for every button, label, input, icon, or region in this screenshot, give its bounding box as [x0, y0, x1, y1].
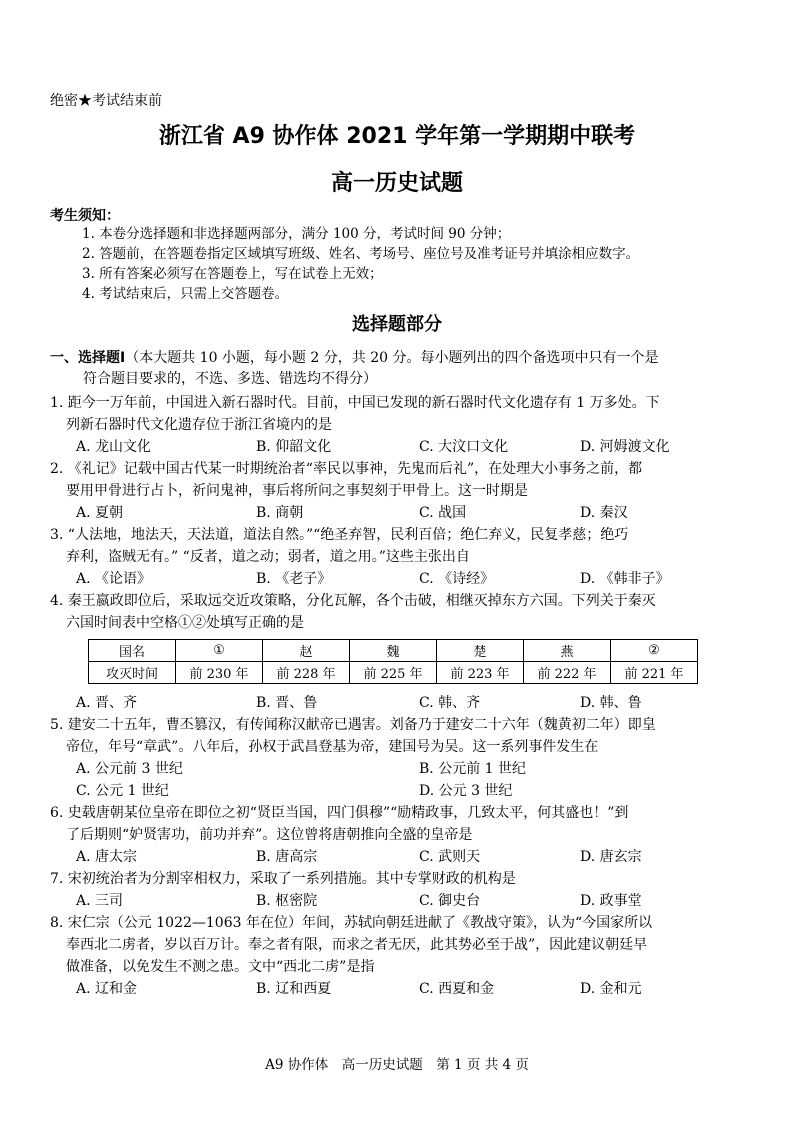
notice-item: 3. 所有答案必须写在答题卷上，写在试卷上无效；: [82, 266, 383, 282]
question-stem: 7. 宋初统治者为分割宰相权力，采取了一系列措施。其中专掌财政的机构是: [50, 871, 516, 887]
option-a: A. 龙山文化: [76, 439, 152, 455]
option-a: A. 《论语》: [76, 571, 152, 587]
question-6: [50, 802, 750, 868]
section-title: 选择题部分: [352, 314, 442, 335]
question-stem: 4. 秦王嬴政即位后，采取远交近攻策略，分化瓦解，各个击破，相继灭掉东方六国。下列关于秦灭: [50, 593, 656, 609]
option-b: B. 商朝: [256, 505, 304, 521]
option-c: C. 战国: [419, 505, 467, 521]
option-b: B. 仰韶文化: [256, 439, 332, 455]
question-stem: 2. 《礼记》记载中国古代某一时期统治者“率民以事神，先鬼而后礼”，在处理大小事务之前，都: [50, 461, 643, 477]
question-stem: 8. 宋仁宗（公元 1022—1063 年在位）年间，苏轼向朝廷进献了《教战守策》，认为“今国家所以: [50, 915, 653, 931]
question-stem: 列新石器时代文化遗存位于浙江省境内的是: [66, 417, 332, 433]
question-2: [50, 458, 750, 524]
notice-item: 1. 本卷分选择题和非选择题两部分，满分 100 分，考试时间 90 分钟；: [82, 226, 511, 242]
table-cell: 前 225 年: [350, 662, 437, 684]
table-cell: 前 223 年: [437, 662, 524, 684]
table-cell: 赵: [263, 640, 350, 662]
option-row: [50, 502, 750, 524]
table-row: [89, 640, 698, 662]
notice-item: 2. 答题前，在答题卷指定区域填写班级、姓名、考场号、座位号及准考证号并填涂相应数字。: [82, 246, 640, 262]
notice-heading: 考生须知：: [50, 208, 120, 224]
option-row: [50, 692, 750, 714]
question-7: [50, 868, 750, 912]
option-b: B. 唐高宗: [256, 849, 318, 865]
question-stem: 3. “人法地，地法天，天法道，道法自然。”“绝圣弃智，民利百倍；绝仁弃义，民复孝慈；绝巧: [50, 527, 629, 543]
option-d: D. 《韩非子》: [580, 571, 670, 587]
table-cell: 前 221 年: [611, 662, 698, 684]
question-stem: 6. 史载唐朝某位皇帝在即位之初“贤臣当国，四门俱穆”“励精政事，几致太平，何其盛也！”到: [50, 805, 629, 821]
option-c: C. 大汶口文化: [419, 439, 509, 455]
option-row: [50, 758, 750, 780]
option-a: A. 三司: [76, 893, 124, 909]
option-b: B. 《老子》: [256, 571, 332, 587]
table-cell: 前 230 年: [176, 662, 263, 684]
option-c: C. 武则天: [419, 849, 481, 865]
conquest-table: [88, 639, 698, 684]
notice-list: [82, 224, 762, 304]
part-desc-cont: 符合题目要求的，不选、多选、错选均不得分）: [83, 371, 377, 387]
table-row: [89, 662, 698, 684]
option-b: B. 公元前 1 世纪: [419, 761, 526, 777]
option-d: D. 政事堂: [580, 893, 642, 909]
question-stem: 了后期则“妒贤害功，前功并弃”。这位曾将唐朝推向全盛的皇帝是: [66, 827, 473, 843]
question-stem: 要用甲骨进行占卜，祈问鬼神，事后将所问之事契刻于甲骨上。这一时期是: [66, 483, 528, 499]
exam-subtitle: 高一历史试题: [330, 171, 463, 196]
option-b: B. 辽和西夏: [256, 981, 332, 997]
option-d: D. 河姆渡文化: [580, 439, 670, 455]
question-stem: 5. 建安二十五年，曹丕篡汉，有传闻称汉献帝已遇害。刘备乃于建安二十六年（魏黄初二年）即皇: [50, 717, 656, 733]
option-c: C. 御史台: [419, 893, 481, 909]
notice-item: 4. 考试结束后，只需上交答题卷。: [82, 286, 289, 302]
question-stem: 帝位，年号“章武”。八年后，孙权于武昌登基为帝，建国号为吴。这一系列事件发生在: [66, 739, 599, 755]
option-row: [50, 978, 750, 1000]
question-8: [50, 912, 750, 1000]
question-4: [50, 590, 750, 634]
page-footer: A9 协作体 高一历史试题 第 1 页 共 4 页: [265, 1057, 529, 1073]
option-c: C. 西夏和金: [419, 981, 495, 997]
question-1: [50, 392, 750, 458]
table-cell: ②: [611, 640, 698, 662]
exam-title: 浙江省 A9 协作体 2021 学年第一学期期中联考: [158, 124, 636, 149]
option-d: D. 金和元: [580, 981, 642, 997]
table-cell: 燕: [524, 640, 611, 662]
option-row: [50, 890, 750, 912]
question-stem: 奉西北二虏者，岁以百万计。奉之者有限，而求之者无厌，此其势必至于战”，因此建议朝廷早: [66, 937, 648, 953]
option-row: [50, 568, 750, 590]
part-desc: （本大题共 10 小题，每小题 2 分，共 20 分。每小题列出的四个备选项中只有一个是: [125, 350, 659, 366]
option-row: [50, 436, 750, 458]
option-d: D. 秦汉: [580, 505, 628, 521]
table-cell: 前 228 年: [263, 662, 350, 684]
table-cell: ①: [176, 640, 263, 662]
part-instructions: [50, 348, 750, 390]
question-stem: 做准备，以免发生不测之患。文中“西北二虏”是指: [66, 959, 375, 975]
table-cell: 楚: [437, 640, 524, 662]
table-cell: 国名: [89, 640, 176, 662]
table-cell: 前 222 年: [524, 662, 611, 684]
option-d: D. 唐玄宗: [580, 849, 642, 865]
part-label: 一、选择题Ⅰ: [50, 350, 126, 366]
question-4-options: [50, 692, 750, 714]
question-stem: 六国时间表中空格①②处填写正确的是: [66, 615, 304, 631]
option-a: A. 辽和金: [76, 981, 138, 997]
question-5: [50, 714, 750, 802]
option-a: A. 晋、齐: [76, 695, 138, 711]
table-cell: 魏: [350, 640, 437, 662]
option-row: [50, 780, 750, 802]
question-stem: 1. 距今一万年前，中国进入新石器时代。目前，中国已发现的新石器时代文化遗存有 1 万多处。下: [50, 395, 660, 411]
option-c: C. 《诗经》: [419, 571, 495, 587]
option-c: C. 韩、齐: [419, 695, 481, 711]
option-b: B. 枢密院: [256, 893, 318, 909]
table-cell: 攻灭时间: [89, 662, 176, 684]
option-a: A. 夏朝: [76, 505, 124, 521]
option-c: C. 公元 1 世纪: [76, 783, 169, 799]
option-d: D. 韩、鲁: [580, 695, 642, 711]
option-b: B. 晋、鲁: [256, 695, 318, 711]
option-row: [50, 846, 750, 868]
question-stem: 弃利，盗贼无有。” “反者，道之动；弱者，道之用。”这些主张出自: [66, 549, 470, 565]
option-a: A. 唐太宗: [76, 849, 138, 865]
question-3: [50, 524, 750, 590]
option-a: A. 公元前 3 世纪: [76, 761, 183, 777]
confidential-label: 绝密★考试结束前: [50, 93, 162, 109]
option-d: D. 公元 3 世纪: [419, 783, 513, 799]
